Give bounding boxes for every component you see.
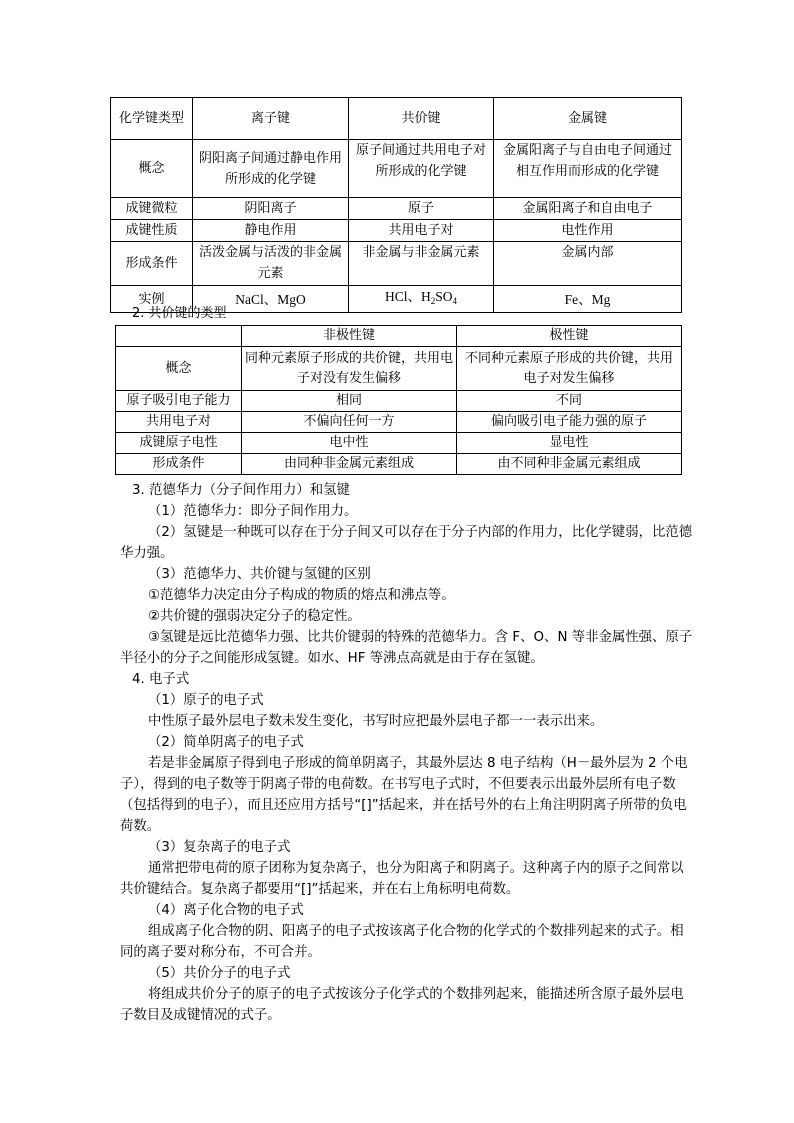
table-row (116, 391, 682, 412)
section-heading: 4. 电子式 (132, 672, 190, 687)
table-cell: 静电作用 (193, 220, 349, 242)
section-heading: 3. 范德华力（分子间作用力）和氢键 (132, 483, 350, 498)
table-cell: 共用电子对 (349, 220, 494, 242)
table-cell: 金属内部 (494, 242, 682, 286)
paragraph: 中性原子最外层电子数未发生变化，书写时应把最外层电子都一一表示出来。 (148, 714, 604, 729)
table-cell: 由不同种非金属元素组成 (457, 454, 682, 475)
paragraph: （2）氢键是一种既可以存在于分子间又可以存在于分子内部的作用力，比化学键弱，比范德华力强。 (120, 525, 693, 561)
table-cell: 不同种元素原子形成的共价键，共用电子对发生偏移 (457, 347, 682, 391)
table-cell: 金属阳离子和自由电子 (494, 198, 682, 220)
paragraph: （3）复杂离子的电子式 (148, 840, 291, 855)
header-cell: 非极性键 (242, 326, 457, 347)
table-cell: 显电性 (457, 433, 682, 454)
row-label: 共用电子对 (116, 412, 242, 433)
table-cell: 电性作用 (494, 220, 682, 242)
paragraph: ③氢键是远比范德华力强、比共价键弱的特殊的范德华力。含 F、O、N 等非金属性强、原子半径小的分子之间能形成氢键。如水、HF 等沸点高就是由于存在氢键。 (120, 630, 693, 666)
paragraph: （5）共价分子的电子式 (148, 966, 291, 981)
row-label: 成键性质 (111, 220, 193, 242)
header-cell: 金属键 (494, 98, 682, 140)
table-row (111, 140, 682, 198)
table-row (116, 433, 682, 454)
table-cell: 相同 (242, 391, 457, 412)
table-row (116, 454, 682, 475)
table-cell: 由同种非金属元素组成 (242, 454, 457, 475)
paragraph: （3）范德华力、共价键与氢键的区别 (148, 567, 371, 582)
table-row (111, 198, 682, 220)
paragraph: （1）范德华力：即分子间作用力。 (148, 504, 358, 519)
table-cell: Fe、Mg (494, 286, 682, 313)
paragraph: 通常把带电荷的原子团称为复杂离子，也分为阳离子和阴离子。这种离子内的原子之间常以共价键结合。复杂离子都要用“[]”括起来，并在右上角标明电荷数。 (120, 861, 684, 897)
paragraph: （1）原子的电子式 (148, 693, 264, 708)
row-label: 概念 (116, 347, 242, 391)
table-cell: 非金属与非金属元素 (349, 242, 494, 286)
table-cell: 原子 (349, 198, 494, 220)
table-row (111, 242, 682, 286)
paragraph: 将组成共价分子的原子的电子式按该分子化学式的个数排列起来，能描述所含原子最外层电子数目及成键情况的式子。 (120, 987, 684, 1023)
paragraph: （4）离子化合物的电子式 (148, 903, 304, 918)
table-header-row (111, 98, 682, 140)
table-cell: 金属阳离子与自由电子间通过相互作用而形成的化学键 (494, 140, 682, 198)
section-heading: 2. 共价键的类型 (132, 306, 227, 321)
paragraph: ①范德华力决定由分子构成的物质的熔点和沸点等。 (148, 588, 455, 603)
header-cell: 共价键 (349, 98, 494, 140)
table-row (116, 347, 682, 391)
table-row (116, 412, 682, 433)
table-cell: NaCl、MgO (193, 286, 349, 313)
table-cell: 同种元素原子形成的共价键，共用电子对没有发生偏移 (242, 347, 457, 391)
header-cell: 极性键 (457, 326, 682, 347)
table-cell: 偏向吸引电子能力强的原子 (457, 412, 682, 433)
paragraph: （2）简单阴离子的电子式 (148, 735, 304, 750)
header-cell (116, 326, 242, 347)
row-label: 成键微粒 (111, 198, 193, 220)
row-label: 形成条件 (111, 242, 193, 286)
table-cell: 原子间通过共用电子对所形成的化学键 (349, 140, 494, 198)
row-label: 概念 (111, 140, 193, 198)
covalent-bond-table (115, 325, 682, 475)
table-cell: 不偏向任何一方 (242, 412, 457, 433)
formula-text: HCl、H (384, 289, 431, 304)
paragraph: 若是非金属原子得到电子形成的简单阴离子，其最外层达 8 电子结构（H－最外层为 2 个电子），得到的电子数等于阴离子带的电荷数。在书写电子式时，不但要表示出最外层所有电子数（包括得到的电子），而且还应用方括号“[]”括起来，并在括号外的右上角注明阴离子所带的负电荷数。 (120, 756, 688, 834)
row-label: 成键原子电性 (116, 433, 242, 454)
table-row (111, 220, 682, 242)
formula-subscript: 2 (430, 296, 436, 306)
bond-types-table (110, 97, 682, 313)
table-cell: 不同 (457, 391, 682, 412)
row-label: 原子吸引电子能力 (116, 391, 242, 412)
table-cell: 阴阳离子 (193, 198, 349, 220)
header-cell: 化学键类型 (111, 98, 193, 140)
table-header-row (116, 326, 682, 347)
formula-text: SO (435, 289, 453, 304)
row-label: 形成条件 (116, 454, 242, 475)
row-label: 实例 (111, 286, 193, 313)
table-cell: 阴阳离子间通过静电作用所形成的化学键 (193, 140, 349, 198)
paragraph: ②共价键的强弱决定分子的稳定性。 (148, 609, 361, 624)
table-cell: 电中性 (242, 433, 457, 454)
formula-subscript: 4 (452, 296, 458, 306)
paragraph: 组成离子化合物的阴、阳离子的电子式按该离子化合物的化学式的个数排列起来的式子。相同的离子要对称分布，不可合并。 (120, 924, 684, 960)
table-cell: 活泼金属与活泼的非金属元素 (193, 242, 349, 286)
header-cell: 离子键 (193, 98, 349, 140)
